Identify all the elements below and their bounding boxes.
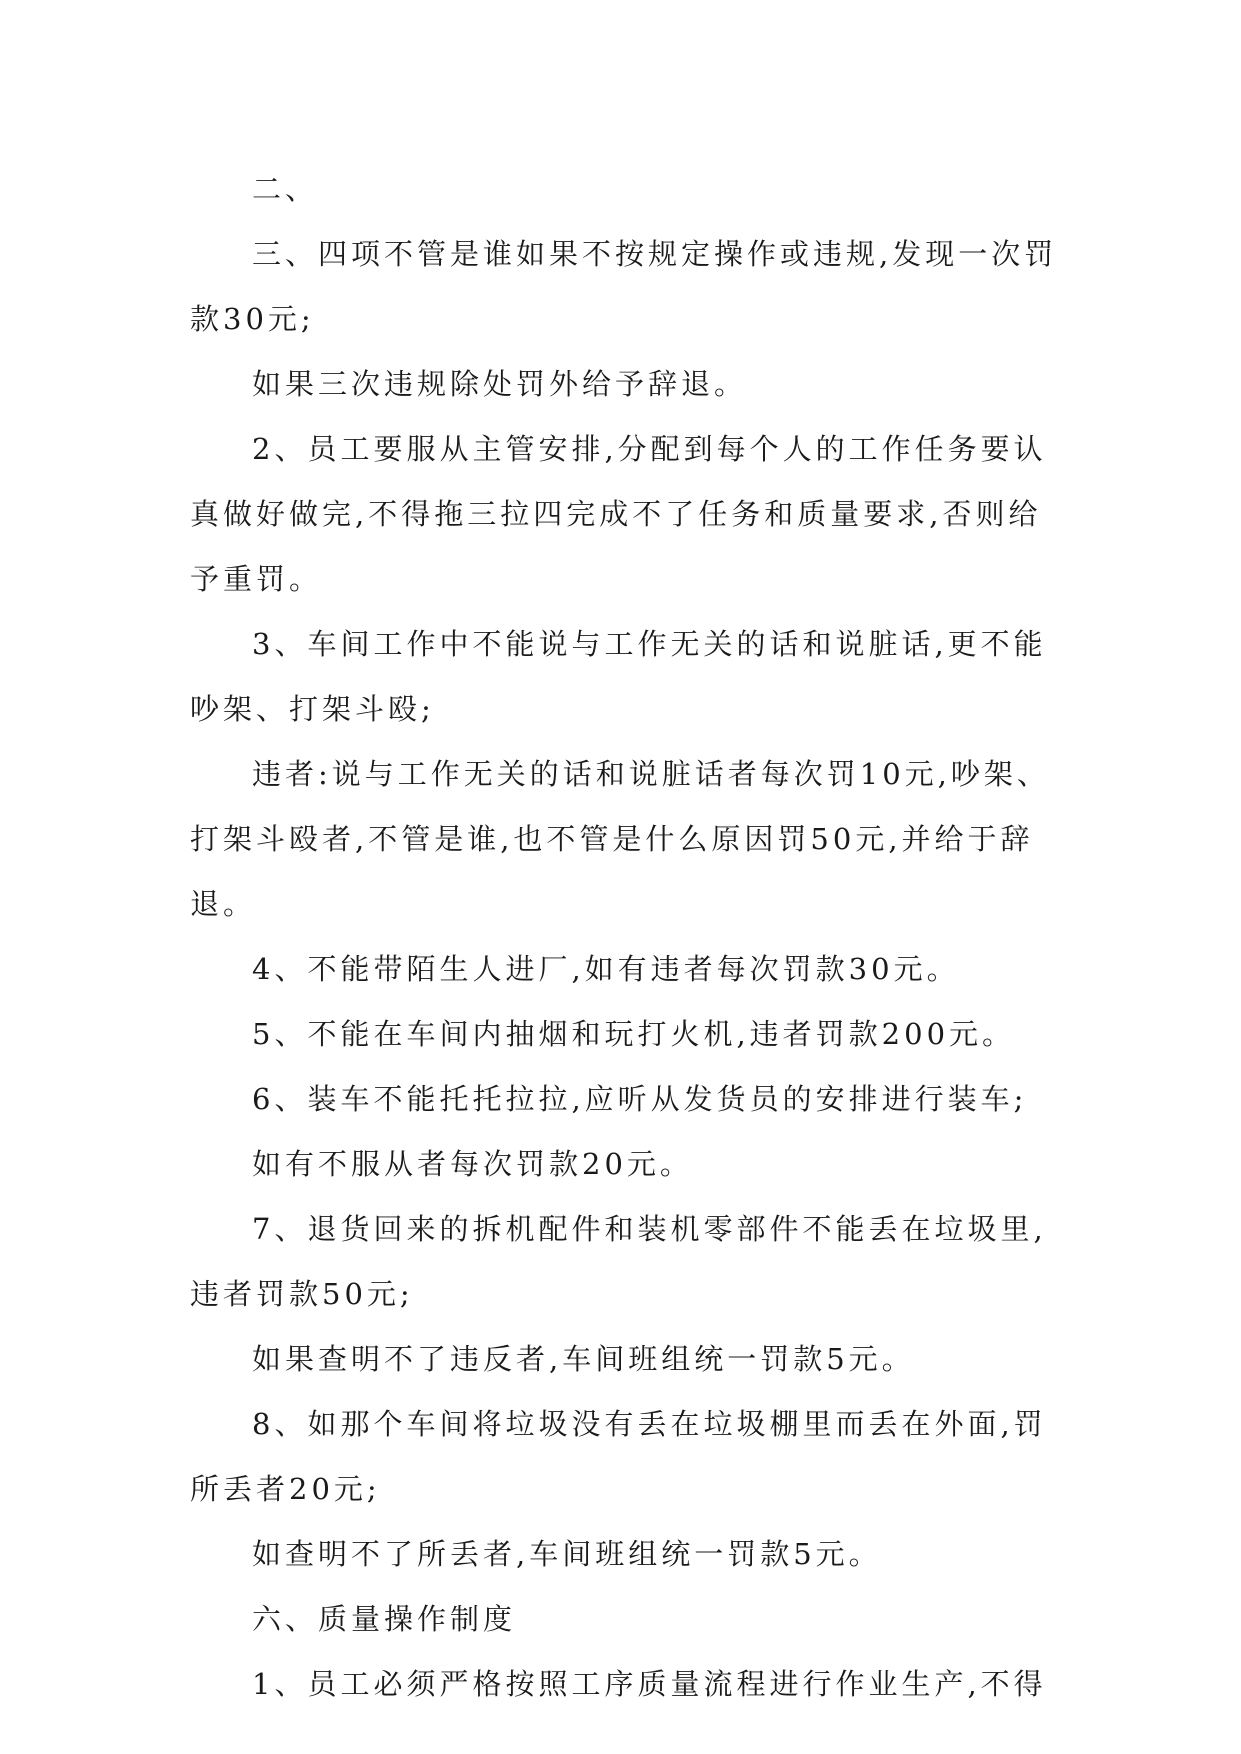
paragraph: 违者:说与工作无关的话和说脏话者每次罚10元,吵架、打架斗殴者,不管是谁,也不管是什么原因罚50元,并给于辞退。 <box>190 757 1050 921</box>
document-body <box>190 157 1066 1717</box>
paragraph: 如果三次违规除处罚外给予辞退。 <box>252 367 748 401</box>
paragraph: 6、装车不能托托拉拉,应听从发货员的安排进行装车; <box>252 1082 1028 1116</box>
paragraph: 如果查明不了违反者,车间班组统一罚款5元。 <box>252 1342 915 1376</box>
section-heading: 六、质量操作制度 <box>252 1602 517 1636</box>
paragraph: 2、员工要服从主管安排,分配到每个人的工作任务要认真做好做完,不得拖三拉四完成不了任务和质量要求,否则给予重罚。 <box>190 432 1047 596</box>
paragraph: 3、车间工作中不能说与工作无关的话和说脏话,更不能吵架、打架斗殴; <box>190 627 1047 726</box>
paragraph: 如有不服从者每次罚款20元。 <box>252 1147 693 1181</box>
paragraph: 8、如那个车间将垃圾没有丢在垃圾棚里而丢在外面,罚所丢者20元; <box>190 1407 1047 1506</box>
paragraph: 7、退货回来的拆机配件和装机零部件不能丢在垃圾里,违者罚款50元; <box>190 1212 1047 1311</box>
paragraph: 如查明不了所丢者,车间班组统一罚款5元。 <box>252 1537 882 1571</box>
paragraph: 1、员工必须严格按照工序质量流程进行作业生产,不得 <box>252 1667 1047 1701</box>
paragraph: 三、四项不管是谁如果不按规定操作或违规,发现一次罚款30元; <box>190 237 1058 336</box>
paragraph: 二、 <box>252 172 319 206</box>
paragraph: 5、不能在车间内抽烟和玩打火机,违者罚款200元。 <box>252 1017 1016 1051</box>
paragraph: 4、不能带陌生人进厂,如有违者每次罚款30元。 <box>252 952 960 986</box>
